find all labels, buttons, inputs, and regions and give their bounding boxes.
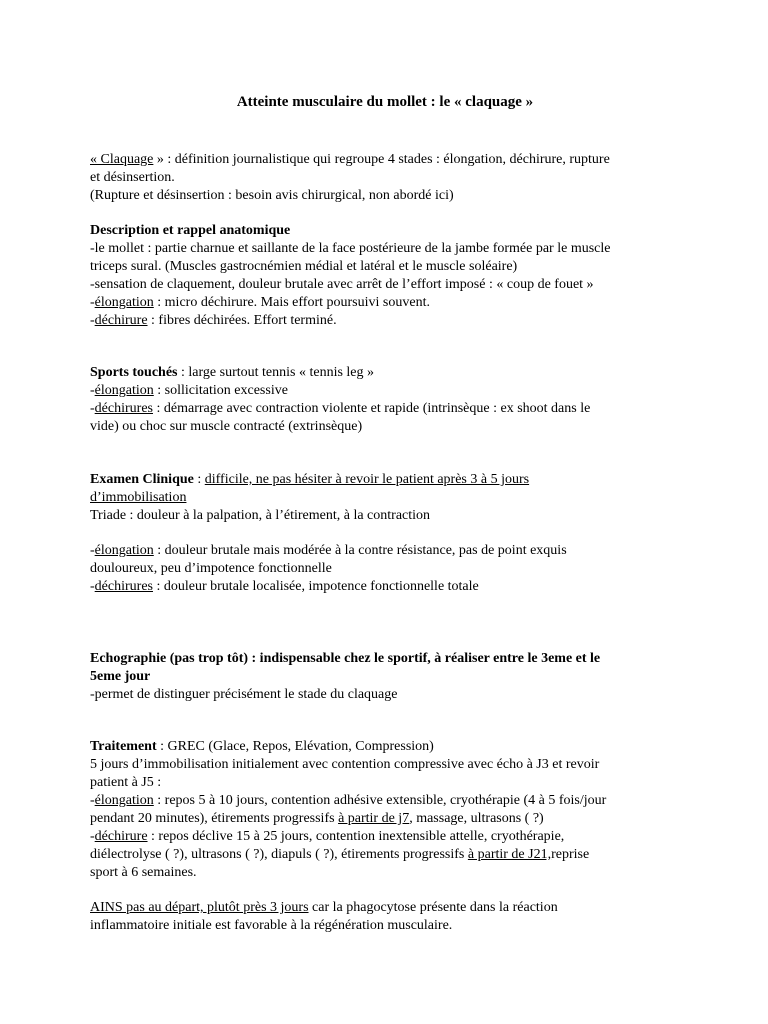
dash: - bbox=[90, 383, 95, 398]
traitement-line-4 bbox=[90, 792, 680, 810]
sports-heading-text: : large surtout tennis « tennis leg » bbox=[177, 365, 375, 380]
elongation-text: : micro déchirure. Mais effort poursuivi souvent. bbox=[153, 295, 430, 310]
examen-note-2: d’immobilisation bbox=[90, 490, 187, 505]
dechirure-text: : fibres déchirées. Effort terminé. bbox=[147, 313, 337, 328]
traitement-line-6 bbox=[90, 828, 680, 846]
description-section bbox=[90, 222, 680, 330]
dash: - bbox=[90, 829, 95, 844]
elongation-text: : repos 5 à 10 jours, contention adhésive extensible, cryothérapie (4 à 5 fois/jour bbox=[153, 793, 607, 808]
separator: : bbox=[193, 472, 205, 487]
dechirure-text: : repos déclive 15 à 25 jours, contention inextensible attelle, cryothérapie, bbox=[147, 829, 565, 844]
ains-section bbox=[90, 899, 680, 935]
traitement-text: diélectrolyse ( ?), ultrasons ( ?), diapuls ( ?), étirements progressifs bbox=[90, 847, 468, 862]
elongation-term: élongation bbox=[94, 543, 154, 558]
dash: - bbox=[90, 543, 95, 558]
dechirures-term: déchirures bbox=[94, 401, 153, 416]
elongation-term: élongation bbox=[94, 295, 154, 310]
dash: - bbox=[90, 313, 95, 328]
dechirures-text: : douleur brutale localisée, impotence fonctionnelle totale bbox=[152, 579, 479, 594]
examen-note-1: difficile, ne pas hésiter à revoir le patient après 3 à 5 jours bbox=[204, 472, 530, 487]
sports-line-4: vide) ou choc sur muscle contracté (extrinsèque) bbox=[90, 419, 363, 434]
dash: - bbox=[90, 579, 95, 594]
dechirures-text: : démarrage avec contraction violente et rapide (intrinsèque : ex shoot dans le bbox=[152, 401, 591, 416]
sports-line-3 bbox=[90, 400, 680, 418]
traitement-line-3: patient à J5 : bbox=[90, 775, 162, 790]
traitement-heading: Traitement bbox=[90, 739, 157, 754]
traitement-section bbox=[90, 738, 680, 882]
echographie-heading-2: 5eme jour bbox=[90, 669, 151, 684]
intro-paragraph bbox=[90, 151, 680, 205]
traitement-text: pendant 20 minutes), étirements progressifs bbox=[90, 811, 339, 826]
claquage-term: « Claquage bbox=[90, 152, 154, 167]
examen-dechirures-line bbox=[90, 578, 680, 596]
traitement-line-1 bbox=[90, 738, 680, 756]
examen-elongation-line-2: douloureux, peu d’impotence fonctionnelle bbox=[90, 561, 332, 576]
examen-stades bbox=[90, 542, 680, 596]
ains-note: AINS pas au départ, plutôt près 3 jours bbox=[90, 900, 309, 915]
examen-line-1 bbox=[90, 471, 680, 489]
echographie-heading-1: Echographie (pas trop tôt) : indispensable chez le sportif, à réaliser entre le 3eme et le bbox=[90, 651, 601, 666]
echographie-line-1: -permet de distinguer précisément le stade du claquage bbox=[90, 687, 398, 702]
document-title: Atteinte musculaire du mollet : le « claquage » bbox=[236, 94, 534, 110]
ains-line-2: inflammatoire initiale est favorable à la régénération musculaire. bbox=[90, 918, 453, 933]
sports-section bbox=[90, 364, 680, 436]
description-line-4 bbox=[90, 294, 680, 312]
traitement-text: reprise bbox=[551, 847, 590, 862]
dash: - bbox=[90, 295, 95, 310]
examen-line-2 bbox=[90, 489, 680, 507]
dechirure-term: déchirure bbox=[94, 829, 148, 844]
intro-line-1 bbox=[90, 151, 680, 169]
elongation-term: élongation bbox=[94, 793, 154, 808]
traitement-line-8: sport à 6 semaines. bbox=[90, 865, 197, 880]
examen-elongation-line bbox=[90, 542, 680, 560]
traitement-j21: à partir de J21, bbox=[467, 847, 552, 862]
description-line-5 bbox=[90, 312, 680, 330]
examen-triade: Triade : douleur à la palpation, à l’étirement, à la contraction bbox=[90, 508, 431, 523]
dash: - bbox=[90, 793, 95, 808]
examen-heading: Examen Clinique bbox=[90, 472, 194, 487]
description-line-1: -le mollet : partie charnue et saillante de la face postérieure de la jambe formée par le muscle bbox=[90, 241, 611, 256]
description-line-2: triceps sural. (Muscles gastrocnémien médial et latéral et le muscle soléaire) bbox=[90, 259, 518, 274]
traitement-j7: à partir de j7 bbox=[338, 811, 410, 826]
examen-section bbox=[90, 471, 680, 525]
ains-text: car la phagocytose présente dans la réaction bbox=[308, 900, 558, 915]
traitement-line-2: 5 jours d’immobilisation initialement avec contention compressive avec écho à J3 et revoir bbox=[90, 757, 600, 772]
ains-line-1 bbox=[90, 899, 680, 917]
sports-heading: Sports touchés bbox=[90, 365, 178, 380]
elongation-text: : sollicitation excessive bbox=[153, 383, 288, 398]
description-line-3: -sensation de claquement, douleur brutale avec arrêt de l’effort imposé : « coup de fouet » bbox=[90, 277, 594, 292]
traitement-text: , massage, ultrasons ( ?) bbox=[409, 811, 544, 826]
traitement-heading-text: : GREC (Glace, Repos, Elévation, Compression) bbox=[156, 739, 434, 754]
elongation-term: élongation bbox=[94, 383, 154, 398]
sports-line-1 bbox=[90, 364, 680, 382]
sports-line-2 bbox=[90, 382, 680, 400]
traitement-line-5 bbox=[90, 810, 680, 828]
intro-definition: » : définition journalistique qui regroupe 4 stades : élongation, déchirure, rupture bbox=[153, 152, 610, 167]
elongation-text: : douleur brutale mais modérée à la contre résistance, pas de point exquis bbox=[153, 543, 567, 558]
traitement-line-7 bbox=[90, 846, 680, 864]
dechirure-term: déchirure bbox=[94, 313, 148, 328]
intro-line-2: et désinsertion. bbox=[90, 170, 175, 185]
echographie-section bbox=[90, 650, 680, 704]
description-heading: Description et rappel anatomique bbox=[90, 223, 291, 238]
dash: - bbox=[90, 401, 95, 416]
dechirures-term: déchirures bbox=[94, 579, 153, 594]
intro-line-3: (Rupture et désinsertion : besoin avis chirurgical, non abordé ici) bbox=[90, 188, 454, 203]
